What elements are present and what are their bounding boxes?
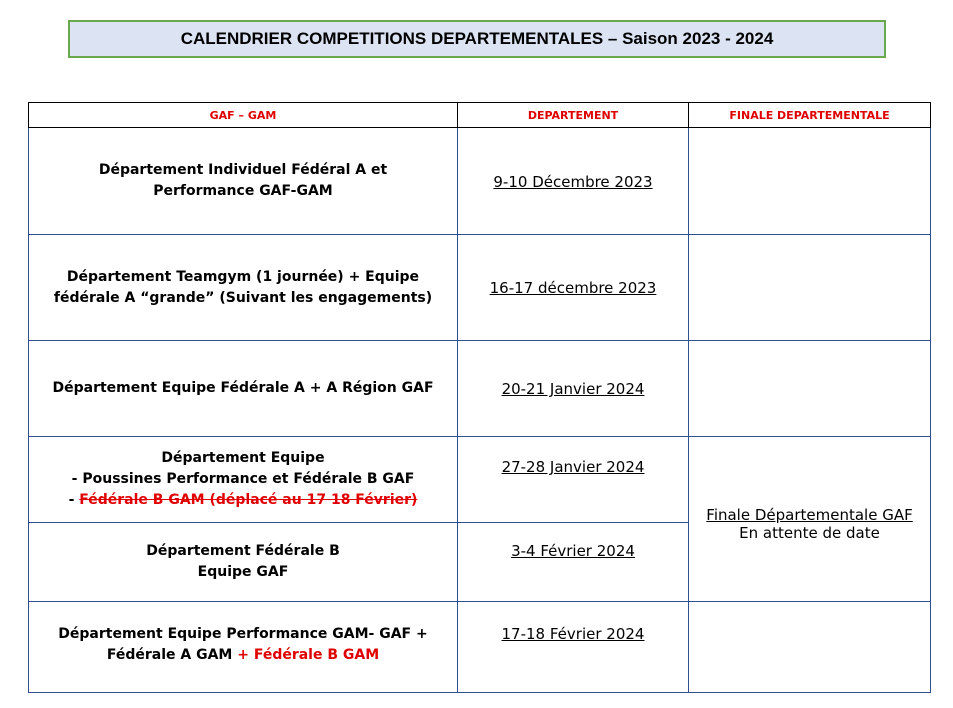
event-line xyxy=(33,490,453,511)
finale-cell xyxy=(689,341,931,437)
finale-cell xyxy=(689,437,931,602)
event-line: Département Individuel Fédéral A et xyxy=(98,162,388,178)
event-cell xyxy=(29,235,458,341)
header-finale-departementale: FINALE DEPARTEMENTALE xyxy=(689,103,931,128)
date-cell xyxy=(458,235,689,341)
event-cell xyxy=(29,523,458,602)
table-row xyxy=(29,437,931,523)
event-cell xyxy=(29,437,458,523)
event-line: Performance GAF-GAM xyxy=(153,183,333,199)
event-line: Département Equipe Performance GAM- GAF + xyxy=(58,626,428,642)
date-cell xyxy=(458,128,689,235)
header-gaf-gam: GAF – GAM xyxy=(29,103,458,128)
table-row xyxy=(29,128,931,235)
event-date: 9-10 Décembre 2023 xyxy=(493,172,653,191)
date-cell xyxy=(458,437,689,523)
event-line: Département Equipe Fédérale A + A Région GAF xyxy=(52,380,434,396)
event-cell xyxy=(29,128,458,235)
event-date: 3-4 Février 2024 xyxy=(511,542,635,560)
event-date: 27-28 Janvier 2024 xyxy=(501,458,645,476)
finale-status: En attente de date xyxy=(739,524,880,542)
date-cell xyxy=(458,523,689,602)
event-date: 17-18 Février 2024 xyxy=(501,625,645,643)
page-title-text: CALENDRIER COMPETITIONS DEPARTEMENTALES – Saison 2023 - 2024 xyxy=(180,29,774,48)
event-line xyxy=(33,645,453,666)
event-line-text: Fédérale A GAM xyxy=(106,647,238,663)
finale-cell xyxy=(689,602,931,693)
cancelled-event-text: Fédérale B GAM (déplacé au 17 18 Février) xyxy=(79,492,418,508)
competition-calendar-table xyxy=(28,102,931,693)
event-line-highlight: + Fédérale B GAM xyxy=(237,647,380,663)
event-line: Département Teamgym (1 journée) + Equipe xyxy=(66,268,420,285)
finale-title: Finale Départementale GAF xyxy=(706,506,913,524)
event-line: Département Fédérale B xyxy=(146,543,340,559)
table-row xyxy=(29,341,931,437)
date-cell xyxy=(458,602,689,693)
finale-cell xyxy=(689,235,931,341)
header-departement: DEPARTEMENT xyxy=(458,103,689,128)
finale-cell xyxy=(689,128,931,235)
event-line: Département Equipe xyxy=(161,450,325,466)
page-title xyxy=(68,20,886,58)
event-cell xyxy=(29,602,458,693)
date-cell xyxy=(458,341,689,437)
event-line: - Poussines Performance et Fédérale B GAF xyxy=(71,471,415,487)
table-row xyxy=(29,235,931,341)
event-date: 20-21 Janvier 2024 xyxy=(501,380,645,398)
event-cell xyxy=(29,341,458,437)
event-line: fédérale A “grande” (Suivant les engagements) xyxy=(53,289,433,306)
event-line-prefix: - xyxy=(68,492,80,508)
table-header-row xyxy=(29,103,931,128)
table-row xyxy=(29,602,931,693)
event-date: 16-17 décembre 2023 xyxy=(489,279,657,297)
event-line: Equipe GAF xyxy=(197,564,289,580)
